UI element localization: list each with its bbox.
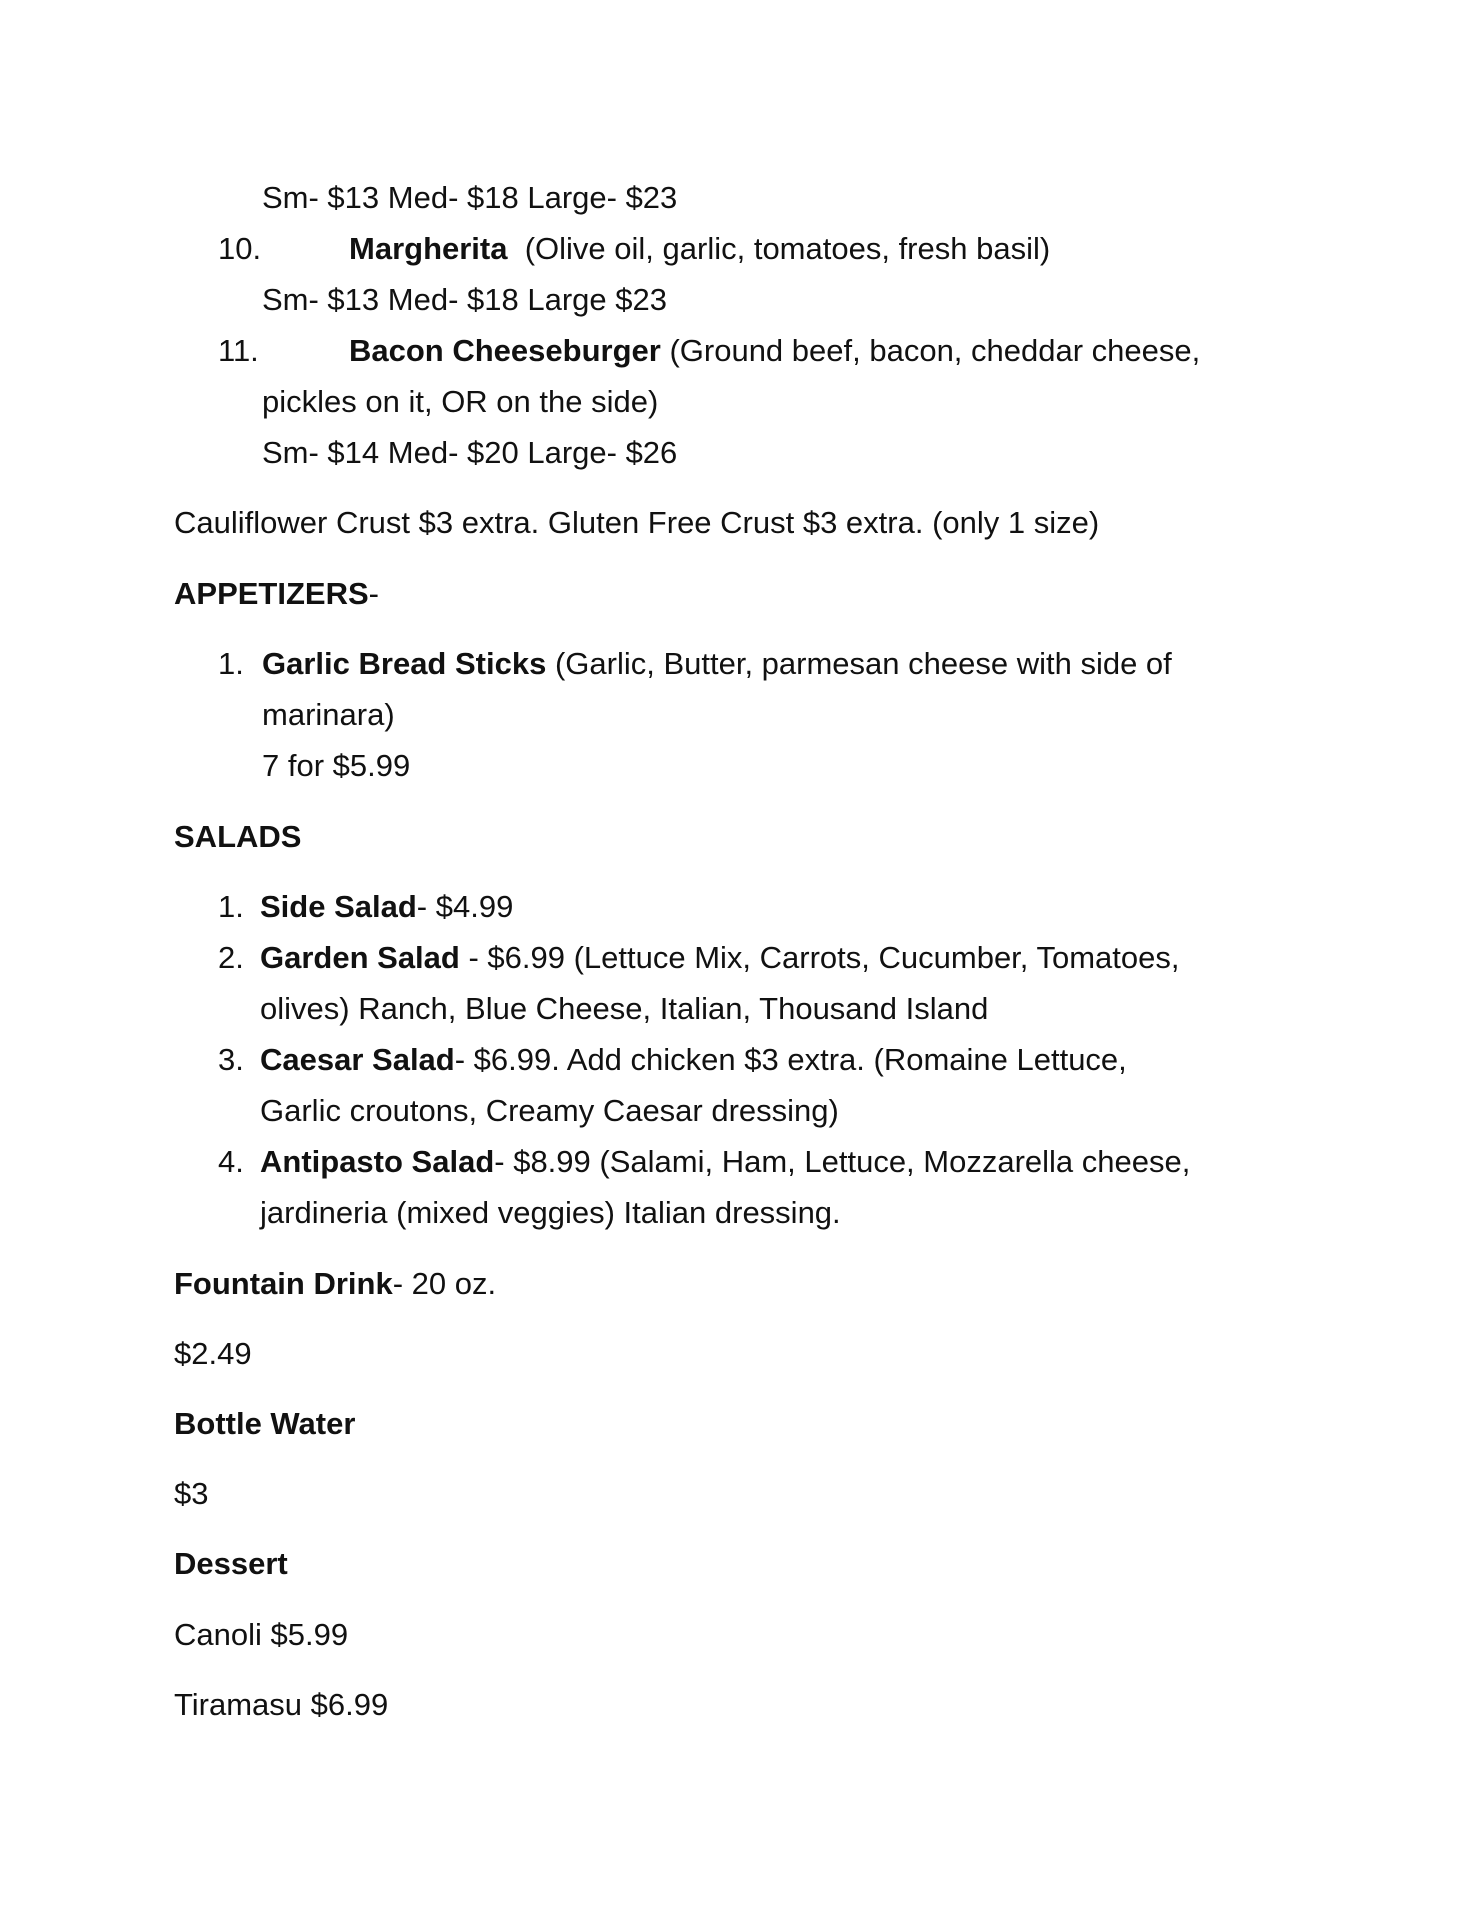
item-details: - $8.99 (Salami, Ham, Lettuce, Mozzarella cheese, bbox=[494, 1144, 1191, 1179]
item-description: (Olive oil, garlic, tomatoes, fresh basil) bbox=[524, 231, 1051, 266]
bottle-water-name: Bottle Water bbox=[174, 1406, 356, 1441]
item-number: 1. bbox=[218, 646, 244, 681]
item-price-line: Sm- $14 Med- $20 Large- $26 bbox=[262, 435, 678, 470]
crust-note: Cauliflower Crust $3 extra. Gluten Free Crust $3 extra. (only 1 size) bbox=[174, 505, 1100, 540]
fountain-drink-line bbox=[174, 1268, 496, 1299]
dessert-item: Tiramasu $6.99 bbox=[174, 1687, 389, 1722]
item-details-continued: jardineria (mixed veggies) Italian dressing. bbox=[260, 1195, 841, 1230]
item-details-continued: Garlic croutons, Creamy Caesar dressing) bbox=[260, 1093, 839, 1128]
item-price: 7 for $5.99 bbox=[262, 748, 411, 783]
fountain-drink-name: Fountain Drink bbox=[174, 1266, 393, 1301]
item-number: 10. bbox=[218, 231, 262, 266]
item-name: Side Salad bbox=[260, 889, 417, 924]
item-number: 4. bbox=[218, 1144, 244, 1179]
dessert-heading: Dessert bbox=[174, 1546, 288, 1581]
item-description-continued: marinara) bbox=[262, 697, 395, 732]
item-price-line: Sm- $13 Med- $18 Large $23 bbox=[262, 282, 667, 317]
bottle-water-price: $3 bbox=[174, 1476, 209, 1511]
item-description: (Ground beef, bacon, cheddar cheese, bbox=[669, 333, 1201, 368]
item-description: (Garlic, Butter, parmesan cheese with side of bbox=[554, 646, 1172, 681]
previous-pizza-price-line: Sm- $13 Med- $18 Large- $23 bbox=[262, 180, 678, 215]
item-details: - $6.99 (Lettuce Mix, Carrots, Cucumber, Tomatoes, bbox=[459, 940, 1180, 975]
item-number: 1. bbox=[218, 889, 244, 924]
item-name: Margherita bbox=[349, 231, 508, 266]
fountain-drink-price: $2.49 bbox=[174, 1336, 252, 1371]
item-details-continued: olives) Ranch, Blue Cheese, Italian, Thousand Island bbox=[260, 991, 989, 1026]
item-name: Bacon Cheeseburger bbox=[349, 333, 661, 368]
item-description-continued: pickles on it, OR on the side) bbox=[262, 384, 659, 419]
item-name: Garlic Bread Sticks bbox=[262, 646, 547, 681]
item-name: Caesar Salad bbox=[260, 1042, 455, 1077]
item-number: 11. bbox=[218, 333, 259, 368]
item-details: - $4.99 bbox=[416, 889, 514, 924]
item-number: 2. bbox=[218, 940, 244, 975]
item-details: - $6.99. Add chicken $3 extra. (Romaine Lettuce, bbox=[454, 1042, 1127, 1077]
item-name: Antipasto Salad bbox=[260, 1144, 495, 1179]
salads-heading: SALADS bbox=[174, 819, 302, 854]
item-name: Garden Salad bbox=[260, 940, 460, 975]
appetizers-heading: APPETIZERS- bbox=[174, 576, 379, 611]
dessert-item: Canoli $5.99 bbox=[174, 1617, 349, 1652]
fountain-drink-size: - 20 oz. bbox=[392, 1266, 497, 1301]
item-number: 3. bbox=[218, 1042, 244, 1077]
